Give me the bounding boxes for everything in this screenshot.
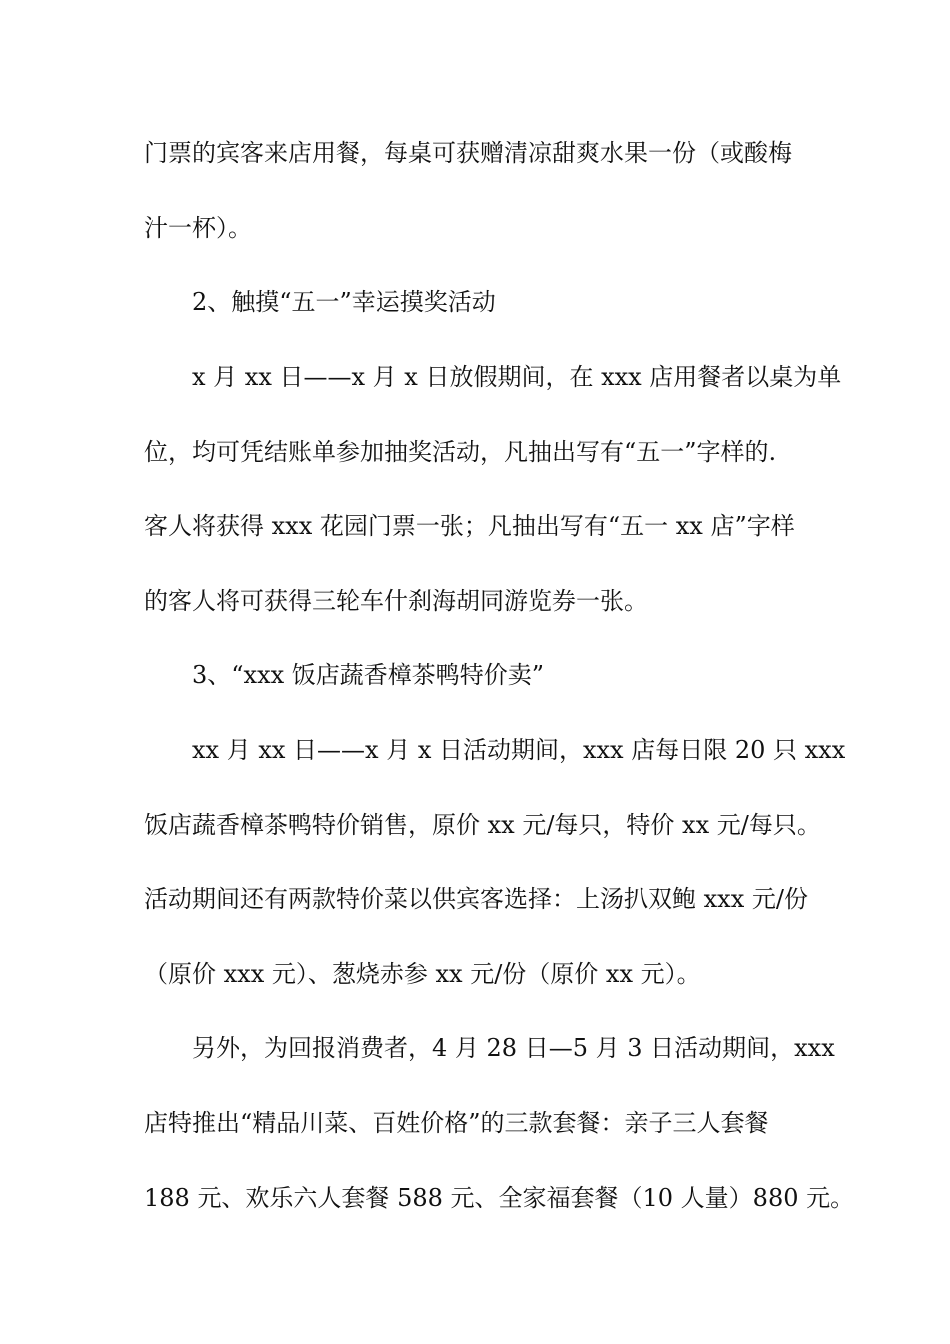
text-line: 188 元、欢乐六人套餐 588 元、全家福套餐（10 人量）880 元。	[144, 1184, 855, 1212]
paragraph-first-line: x 月 xx 日——x 月 x 日放假期间，在 xxx 店用餐者以桌为单	[192, 363, 842, 391]
text-line: 汁一杯）。	[144, 214, 252, 242]
text-line: （原价 xxx 元）、葱烧赤参 xx 元/份（原价 xx 元）。	[144, 960, 701, 988]
section-heading: 3、“xxx 饭店蔬香樟茶鸭特价卖”	[192, 661, 545, 689]
text-line: 店特推出“精品川菜、百姓价格”的三款套餐：亲子三人套餐	[144, 1109, 769, 1137]
text-line: 活动期间还有两款特价菜以供宾客选择：上汤扒双鲍 xxx 元/份	[144, 885, 808, 913]
text-line: 位，均可凭结账单参加抽奖活动，凡抽出写有“五一”字样的.	[144, 438, 777, 466]
text-line: 的客人将可获得三轮车什刹海胡同游览券一张。	[144, 587, 648, 615]
paragraph-first-line: xx 月 xx 日——x 月 x 日活动期间，xxx 店每日限 20 只 xxx	[192, 736, 846, 764]
text-line: 客人将获得 xxx 花园门票一张；凡抽出写有“五一 xx 店”字样	[144, 512, 795, 540]
text-line: 饭店蔬香樟茶鸭特价销售，原价 xx 元/每只，特价 xx 元/每只。	[144, 811, 821, 839]
paragraph-first-line: 另外，为回报消费者，4 月 28 日—5 月 3 日活动期间，xxx	[192, 1034, 835, 1062]
text-line: 门票的宾客来店用餐，每桌可获赠清凉甜爽水果一份（或酸梅	[144, 139, 792, 167]
section-heading: 2、触摸“五一”幸运摸奖活动	[192, 288, 496, 316]
